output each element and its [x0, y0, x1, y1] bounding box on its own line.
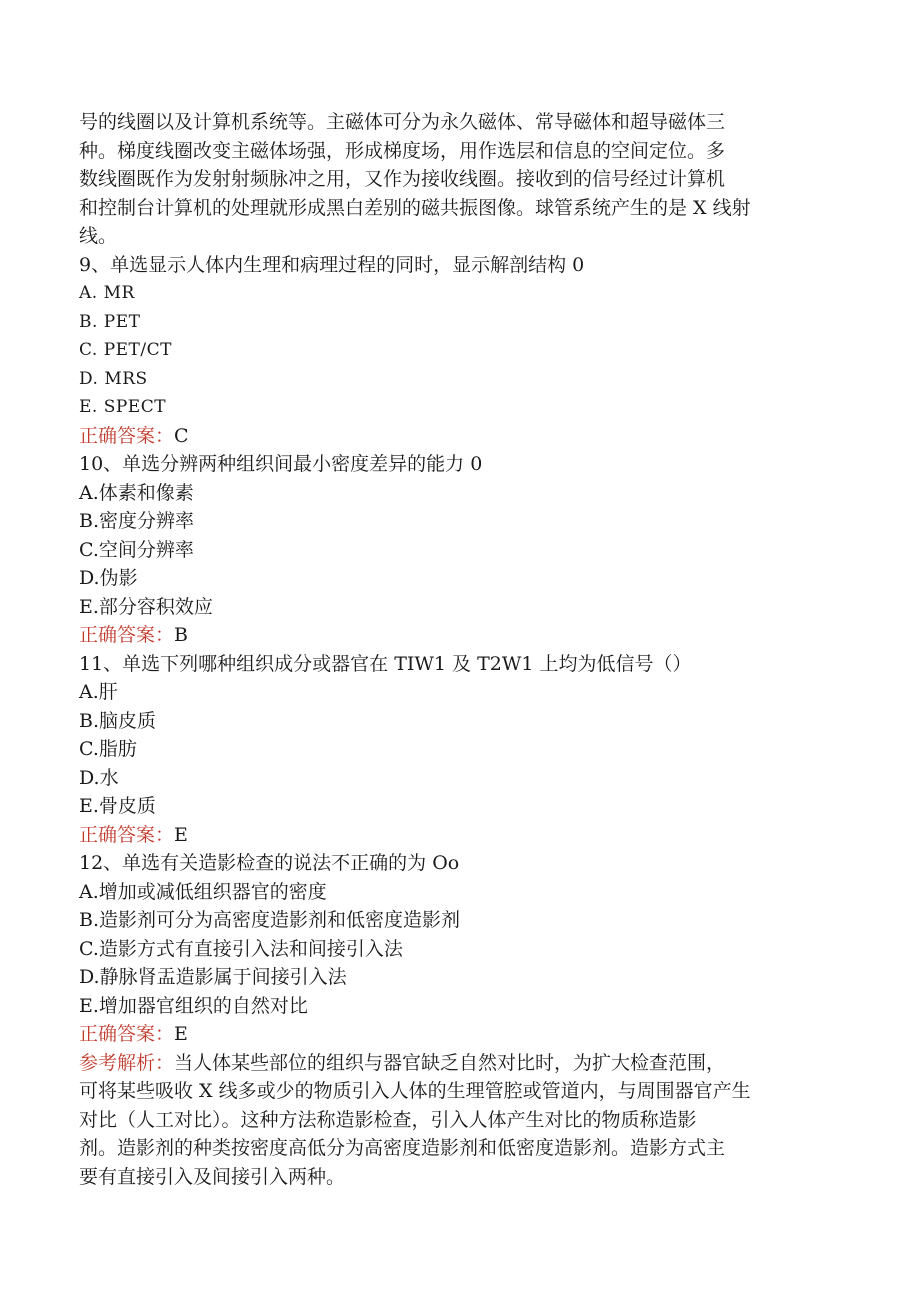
reference-analysis [79, 1049, 849, 1192]
question-stem: 12、单选有关造影检查的说法不正确的为 Oo [79, 852, 460, 874]
option-d: D.水 [79, 766, 119, 789]
intro-paragraph [79, 108, 849, 251]
analysis-line: 要有直接引入及间接引入两种。 [79, 1165, 346, 1188]
option-b: B. PET [79, 311, 141, 332]
option-b: B.密度分辨率 [79, 510, 195, 532]
answer-value: C [174, 424, 189, 447]
option-e: E.增加器官组织的自然对比 [79, 994, 308, 1017]
correct-answer [79, 621, 849, 650]
question-11 [79, 650, 849, 850]
option-e: E.部分容积效应 [79, 595, 213, 618]
option-b: B.造影剂可分为高密度造影剂和低密度造影剂 [79, 909, 461, 931]
answer-label: 正确答案： [79, 424, 175, 447]
option-c: C.脂肪 [79, 738, 137, 760]
question-stem: 9、单选显示人体内生理和病理过程的同时，显示解剖结构 0 [79, 253, 585, 276]
intro-line: 种。梯度线圈改变主磁体场强，形成梯度场，用作选层和信息的空间定位。多 [79, 139, 726, 162]
question-12 [79, 849, 849, 1049]
option-d: D.静脉肾盂造影属于间接引入法 [79, 966, 347, 988]
option-c: C.造影方式有直接引入法和间接引入法 [79, 937, 403, 960]
analysis-text: 当人体某些部位的组织与器官缺乏自然对比时，为扩大检查范围， [174, 1051, 726, 1074]
correct-answer [79, 1020, 849, 1049]
correct-answer [79, 422, 849, 451]
option-c: C.空间分辨率 [79, 538, 194, 561]
option-b: B.脑皮质 [79, 709, 157, 732]
option-a: A.体素和像素 [79, 481, 194, 504]
question-9 [79, 251, 849, 451]
answer-value: B [174, 624, 188, 646]
intro-line: 号的线圈以及计算机系统等。主磁体可分为永久磁体、常导磁体和超导磁体三 [79, 111, 726, 133]
document-page [79, 108, 849, 1191]
option-e: E. SPECT [79, 397, 167, 417]
intro-line: 线。 [79, 225, 118, 247]
answer-label: 正确答案： [79, 823, 175, 846]
analysis-first-line [79, 1049, 849, 1078]
option-e: E.骨皮质 [79, 795, 156, 817]
analysis-line: 可将某些吸收 X 线多或少的物质引入人体的生理管腔或管道内，与周围器官产生 [79, 1080, 751, 1102]
question-10 [79, 450, 849, 650]
analysis-line: 对比（人工对比）。这种方法称造影检查，引入人体产生对比的物质称造影 [79, 1108, 697, 1131]
answer-value: E [174, 823, 188, 846]
intro-line: 数线圈既作为发射射频脉冲之用，又作为接收线圈。接收到的信号经过计算机 [79, 168, 726, 190]
question-stem: 11、单选下列哪种组织成分或器官在 TIW1 及 T2W1 上均为低信号（） [79, 652, 692, 675]
option-d: D. MRS [79, 368, 148, 389]
analysis-label: 参考解析： [79, 1051, 175, 1074]
option-a: A.增加或减低组织器官的密度 [79, 880, 327, 903]
option-c: C. PET/CT [79, 340, 172, 360]
option-d: D.伪影 [79, 567, 138, 589]
analysis-line: 剂。造影剂的种类按密度高低分为高密度造影剂和低密度造影剂。造影方式主 [79, 1137, 726, 1159]
option-a: A. MR [79, 283, 135, 303]
answer-label: 正确答案： [79, 624, 175, 646]
question-stem: 10、单选分辨两种组织间最小密度差异的能力 0 [79, 453, 483, 475]
answer-label: 正确答案： [79, 1023, 175, 1045]
intro-line: 和控制台计算机的处理就形成黑白差别的磁共振图像。球管系统产生的是 X 线射 [79, 196, 751, 219]
answer-value: E [174, 1023, 188, 1045]
option-a: A.肝 [79, 681, 118, 703]
correct-answer [79, 821, 849, 850]
